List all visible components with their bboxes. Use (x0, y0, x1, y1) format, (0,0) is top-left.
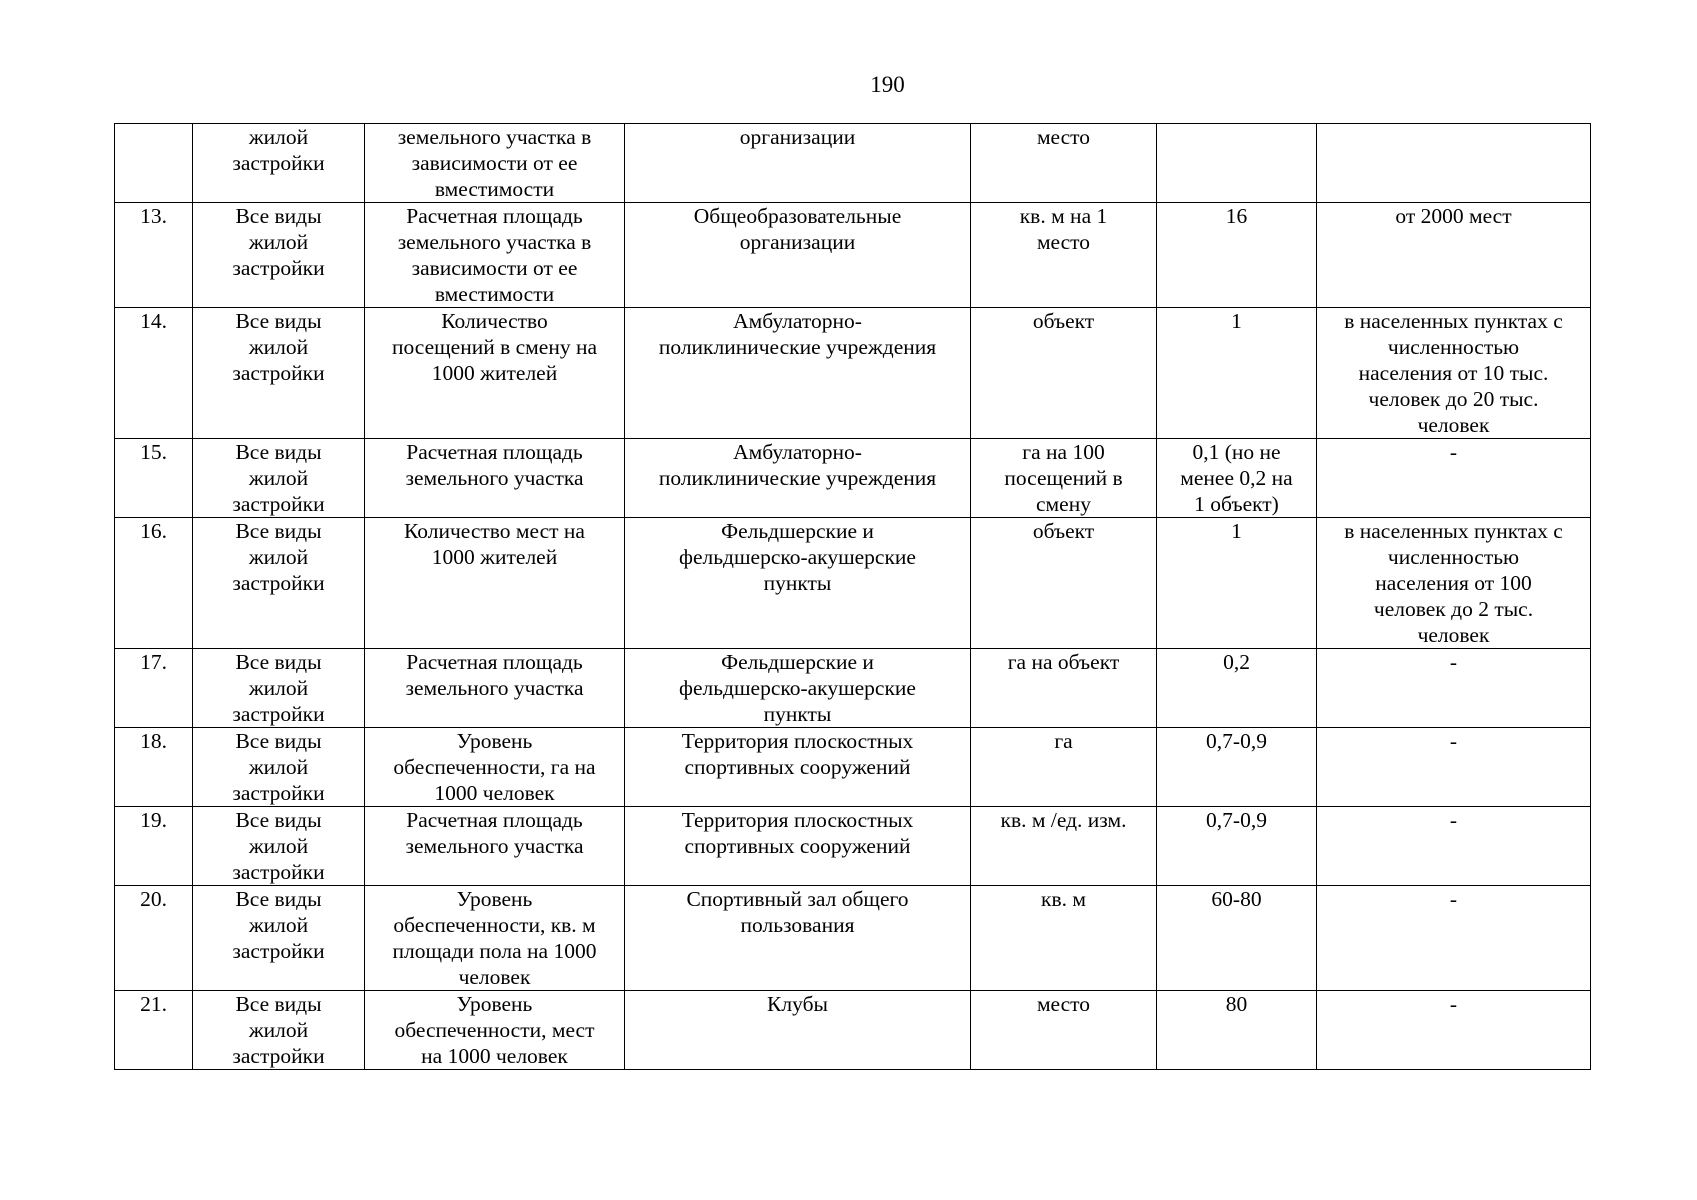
cell-num: 16. (115, 518, 193, 649)
cell-indicator: Количество посещений в смену на 1000 жителей (365, 308, 625, 439)
cell-object: Амбулаторно- поликлинические учреждения (625, 308, 971, 439)
cell-object: Территория плоскостных спортивных сооружений (625, 728, 971, 807)
table-row (115, 991, 1591, 1070)
cell-unit: га на 100 посещений в смену (971, 439, 1157, 518)
table-row (115, 124, 1591, 203)
cell-note: - (1317, 728, 1591, 807)
cell-object: Территория плоскостных спортивных сооружений (625, 807, 971, 886)
cell-value: 0,7-0,9 (1157, 728, 1317, 807)
cell-note: в населенных пунктах с численностью населения от 100 человек до 2 тыс. человек (1317, 518, 1591, 649)
page-number: 190 (870, 72, 905, 97)
cell-num: 17. (115, 649, 193, 728)
cell-value: 0,1 (но не менее 0,2 на 1 объект) (1157, 439, 1317, 518)
cell-note: - (1317, 649, 1591, 728)
table-row (115, 518, 1591, 649)
cell-indicator: Расчетная площадь земельного участка в зависимости от ее вместимости (365, 203, 625, 308)
cell-value: 0,2 (1157, 649, 1317, 728)
cell-value: 1 (1157, 518, 1317, 649)
table-row (115, 886, 1591, 991)
cell-value (1157, 124, 1317, 203)
cell-num: 19. (115, 807, 193, 886)
cell-unit: кв. м на 1 место (971, 203, 1157, 308)
cell-indicator: Уровень обеспеченности, мест на 1000 человек (365, 991, 625, 1070)
cell-zone: Все виды жилой застройки (193, 439, 365, 518)
cell-indicator: Уровень обеспеченности, га на 1000 человек (365, 728, 625, 807)
cell-unit: место (971, 124, 1157, 203)
table-row (115, 439, 1591, 518)
table-row (115, 203, 1591, 308)
cell-zone: Все виды жилой застройки (193, 649, 365, 728)
cell-note: - (1317, 886, 1591, 991)
cell-zone: Все виды жилой застройки (193, 886, 365, 991)
cell-indicator: Расчетная площадь земельного участка (365, 439, 625, 518)
cell-indicator: Количество мест на 1000 жителей (365, 518, 625, 649)
cell-unit: объект (971, 518, 1157, 649)
cell-indicator: Уровень обеспеченности, кв. м площади пола на 1000 человек (365, 886, 625, 991)
cell-note: - (1317, 439, 1591, 518)
cell-zone: Все виды жилой застройки (193, 308, 365, 439)
cell-zone: Все виды жилой застройки (193, 991, 365, 1070)
cell-num (115, 124, 193, 203)
cell-object: Фельдшерские и фельдшерско-акушерские пункты (625, 649, 971, 728)
cell-object: Фельдшерские и фельдшерско-акушерские пункты (625, 518, 971, 649)
cell-unit: кв. м /ед. изм. (971, 807, 1157, 886)
cell-zone: жилой застройки (193, 124, 365, 203)
cell-unit: место (971, 991, 1157, 1070)
cell-note: - (1317, 807, 1591, 886)
cell-unit: га на объект (971, 649, 1157, 728)
cell-num: 20. (115, 886, 193, 991)
cell-num: 14. (115, 308, 193, 439)
cell-zone: Все виды жилой застройки (193, 203, 365, 308)
cell-value: 80 (1157, 991, 1317, 1070)
cell-num: 21. (115, 991, 193, 1070)
table-row (115, 807, 1591, 886)
cell-unit: кв. м (971, 886, 1157, 991)
cell-object: Амбулаторно- поликлинические учреждения (625, 439, 971, 518)
cell-object: организации (625, 124, 971, 203)
table-row (115, 728, 1591, 807)
cell-object: Общеобразовательные организации (625, 203, 971, 308)
cell-note: - (1317, 991, 1591, 1070)
cell-num: 18. (115, 728, 193, 807)
cell-zone: Все виды жилой застройки (193, 518, 365, 649)
cell-unit: га (971, 728, 1157, 807)
cell-value: 16 (1157, 203, 1317, 308)
cell-value: 1 (1157, 308, 1317, 439)
cell-note: в населенных пунктах с численностью населения от 10 тыс. человек до 20 тыс. человек (1317, 308, 1591, 439)
cell-value: 0,7-0,9 (1157, 807, 1317, 886)
table-row (115, 649, 1591, 728)
cell-zone: Все виды жилой застройки (193, 728, 365, 807)
norms-table-body (115, 124, 1591, 1070)
cell-zone: Все виды жилой застройки (193, 807, 365, 886)
cell-object: Клубы (625, 991, 971, 1070)
cell-indicator: земельного участка в зависимости от ее вместимости (365, 124, 625, 203)
cell-note (1317, 124, 1591, 203)
cell-note: от 2000 мест (1317, 203, 1591, 308)
norms-table (114, 123, 1591, 1070)
cell-indicator: Расчетная площадь земельного участка (365, 649, 625, 728)
cell-value: 60-80 (1157, 886, 1317, 991)
cell-unit: объект (971, 308, 1157, 439)
cell-num: 15. (115, 439, 193, 518)
table-row (115, 308, 1591, 439)
cell-object: Спортивный зал общего пользования (625, 886, 971, 991)
cell-indicator: Расчетная площадь земельного участка (365, 807, 625, 886)
cell-num: 13. (115, 203, 193, 308)
